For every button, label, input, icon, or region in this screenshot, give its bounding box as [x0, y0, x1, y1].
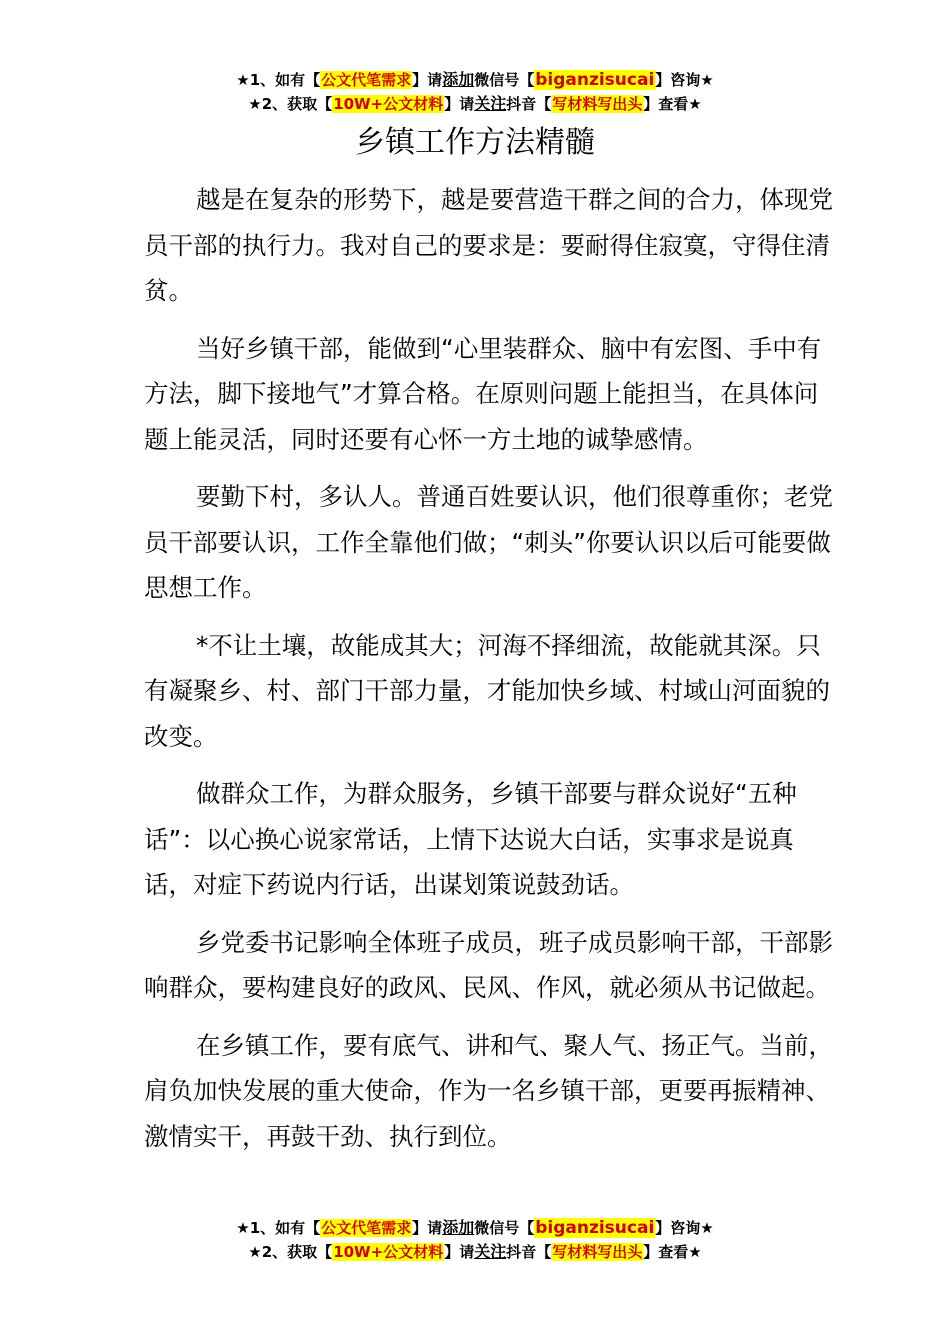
promo-text: 】请: [444, 1243, 475, 1261]
promo-text: 微信号【: [474, 1219, 535, 1237]
wechat-id-highlight: biganzisucai: [535, 70, 655, 90]
promo-highlight: 公文代笔需求: [321, 71, 412, 89]
promo-text: 】咨询★: [655, 1219, 714, 1237]
promo-underline-text: 添加: [442, 70, 475, 89]
promo-text: 】查看★: [643, 1243, 702, 1261]
promo-highlight: 公文代笔需求: [321, 1219, 412, 1237]
promo-text: 】查看★: [643, 95, 702, 113]
promo-highlight: 10W+公文材料: [333, 95, 444, 113]
document-title: 乡镇工作方法精髓: [355, 125, 595, 160]
paragraph: 在乡镇工作，要有底气、讲和气、聚人气、扬正气。当前，肩负加快发展的重大使命，作为一名乡镇干部，更要再振精神、激情实干，再鼓干劲、执行到位。: [144, 1030, 833, 1151]
promo-text: 抖音【: [506, 95, 552, 113]
promo-underline-text: 关注: [474, 94, 507, 113]
promo-text: ★1、如有【: [236, 71, 321, 89]
promo-underline-text: 添加: [442, 1218, 475, 1237]
promo-underline-text: 关注: [474, 1242, 507, 1261]
document-body: [144, 177, 834, 1171]
promo-text: 】咨询★: [655, 71, 714, 89]
paragraph: 当好乡镇干部，能做到“心里装群众、脑中有宏图、手中有方法，脚下接地气”才算合格。在原则问题上能担当，在具体问题上能灵活，同时还要有心怀一方土地的诚挚感情。: [144, 333, 822, 454]
promo-text: 】请: [412, 1219, 443, 1237]
wechat-id-highlight: biganzisucai: [535, 1218, 655, 1238]
promo-line-1: [0, 68, 950, 92]
promo-highlight: 10W+公文材料: [333, 1243, 444, 1261]
paragraph: 要勤下村，多认人。普通百姓要认识，他们很尊重你；老党员干部要认识，工作全靠他们做；“刺头”你要认识以后可能要做思想工作。: [144, 482, 833, 602]
promo-line-2: [0, 92, 950, 116]
paragraph: 做群众工作，为群众服务，乡镇干部要与群众说好“五种话”：以心换心说家常话，上情下达说大白话，实事求是说真话，对症下药说内行话，出谋划策说鼓劲话。: [144, 779, 797, 899]
promo-text: ★1、如有【: [236, 1219, 321, 1237]
promo-text: 】请: [444, 95, 475, 113]
promo-line-1: [0, 1216, 950, 1240]
douyin-account-highlight: 写材料写出头: [552, 95, 643, 113]
promo-text: 抖音【: [506, 1243, 552, 1261]
promo-text: 微信号【: [474, 71, 535, 89]
promo-text: 】请: [412, 71, 443, 89]
paragraph: *不让土壤，故能成其大；河海不择细流，故能就其深。只有凝聚乡、村、部门干部力量，才能加快乡域、村域山河面貌的改变。: [144, 630, 830, 751]
promo-text: ★2、获取【: [248, 1243, 333, 1261]
paragraph: 越是在复杂的形势下，越是要营造干群之间的合力，体现党员干部的执行力。我对自己的要求是：要耐得住寂寞，守得住清贫。: [144, 185, 833, 305]
promo-line-2: [0, 1240, 950, 1264]
promo-banner-top: [0, 68, 950, 116]
promo-text: ★2、获取【: [248, 95, 333, 113]
paragraph: 乡党委书记影响全体班子成员，班子成员影响干部，干部影响群众，要构建良好的政风、民风、作风，就必须从书记做起。: [144, 927, 833, 1002]
douyin-account-highlight: 写材料写出头: [552, 1243, 643, 1261]
promo-banner-bottom: [0, 1216, 950, 1264]
